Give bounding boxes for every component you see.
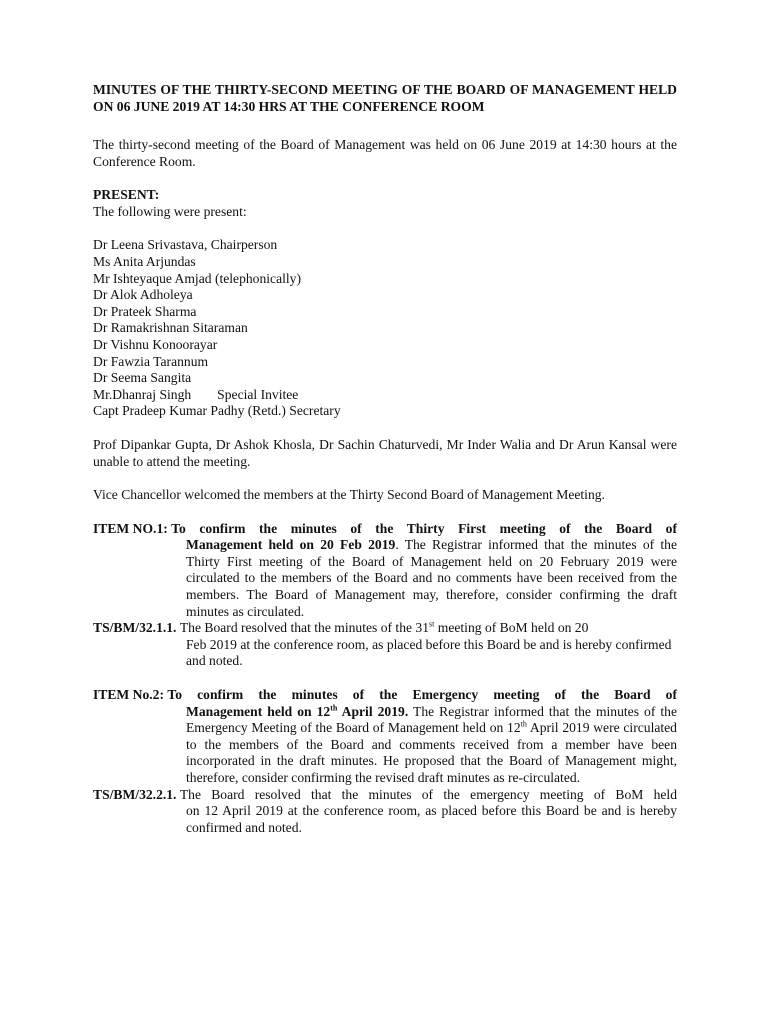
resolution-cont: on 12 April 2019 at the conference room, as placed before this Board be and is hereby confirmed and noted. (186, 803, 677, 835)
item-body-text: The Registrar informed that the minutes of the Emergency Meeting of the Board of Management held on 12th April 2019 were circulated to the members of the Board and comments received from a member have been incorporated in the draft minutes. He proposed that the Board of Management might, therefore, consider confirming the revised draft minutes as re-circulated. (186, 703, 677, 785)
attendee: Dr Ramakrishnan Sitaraman (93, 320, 248, 336)
attendee: Dr Leena Srivastava, Chairperson (93, 237, 278, 253)
resolution (93, 787, 677, 804)
attendee: Dr Alok Adholeya (93, 287, 193, 303)
special-invitee (93, 387, 677, 404)
secretary: Capt Pradeep Kumar Padhy (Retd.) Secretary (93, 403, 341, 419)
document-title: MINUTES OF THE THIRTY-SECOND MEETING OF THE BOARD OF MANAGEMENT HELD ON 06 JUNE 2019 AT 14:30 HRS AT THE CONFERENCE ROOM (93, 82, 677, 114)
item-heading: To confirm the minutes of the Thirty First meeting of the Board of (171, 520, 677, 536)
item-heading-cont: Management held on 12th April 2019. (186, 703, 409, 719)
item-body (93, 704, 677, 787)
item-heading: To confirm the minutes of the Emergency meeting of the Board of (167, 687, 677, 703)
attendee: Mr Ishteyaque Amjad (telephonically) (93, 270, 301, 286)
resolution-label: TS/BM/32.2.1. (93, 786, 180, 802)
intro-paragraph: The thirty-second meeting of the Board of Management was held on 06 June 2019 at 14:30 hours at the Conference Room. (93, 137, 677, 169)
agenda-item-2 (93, 687, 677, 836)
item-body-text: . The Registrar informed that the minutes of the Thirty First meeting of the Board of Management held on 20 February 2019 were circulated to the members of the Board and no comments have been received from the members. The Board of Management may, therefore, consider confirming the draft minutes as circulated. (186, 537, 677, 619)
invitee-name: Mr.Dhanraj Singh (93, 386, 192, 402)
invitee-role: Special Invitee (217, 386, 299, 402)
attendee: Dr Vishnu Konoorayar (93, 336, 218, 352)
present-heading: PRESENT: (93, 187, 160, 203)
resolution-label: TS/BM/32.1.1. (93, 620, 180, 636)
attendee: Dr Fawzia Tarannum (93, 353, 209, 369)
attendee: Dr Seema Sangita (93, 370, 192, 386)
resolution-text: The Board resolved that the minutes of the 31st meeting of BoM held on 20 (179, 619, 589, 636)
item-label: ITEM No.2: (93, 687, 168, 703)
resolution (93, 620, 677, 637)
agenda-item-1 (93, 521, 677, 670)
attendee: Dr Prateek Sharma (93, 303, 197, 319)
attendee: Ms Anita Arjundas (93, 253, 196, 269)
resolution-text: The Board resolved that the minutes of the emergency meeting of BoM held (179, 786, 677, 802)
present-subheading: The following were present: (93, 203, 247, 219)
resolution-cont: Feb 2019 at the conference room, as placed before this Board be and is hereby confirmed and noted. (186, 636, 672, 669)
item-label: ITEM NO.1: (93, 520, 172, 536)
attendee-list (93, 237, 677, 420)
absent-paragraph: Prof Dipankar Gupta, Dr Ashok Khosla, Dr Sachin Chaturvedi, Mr Inder Walia and Dr Arun Kansal were unable to attend the meeting. (93, 436, 677, 469)
item-heading-cont: Management held on 20 Feb 2019 (186, 537, 396, 553)
item-body (93, 537, 677, 620)
welcome-paragraph: Vice Chancellor welcomed the members at the Thirty Second Board of Management Meeting. (93, 487, 605, 503)
document-page (93, 81, 677, 836)
